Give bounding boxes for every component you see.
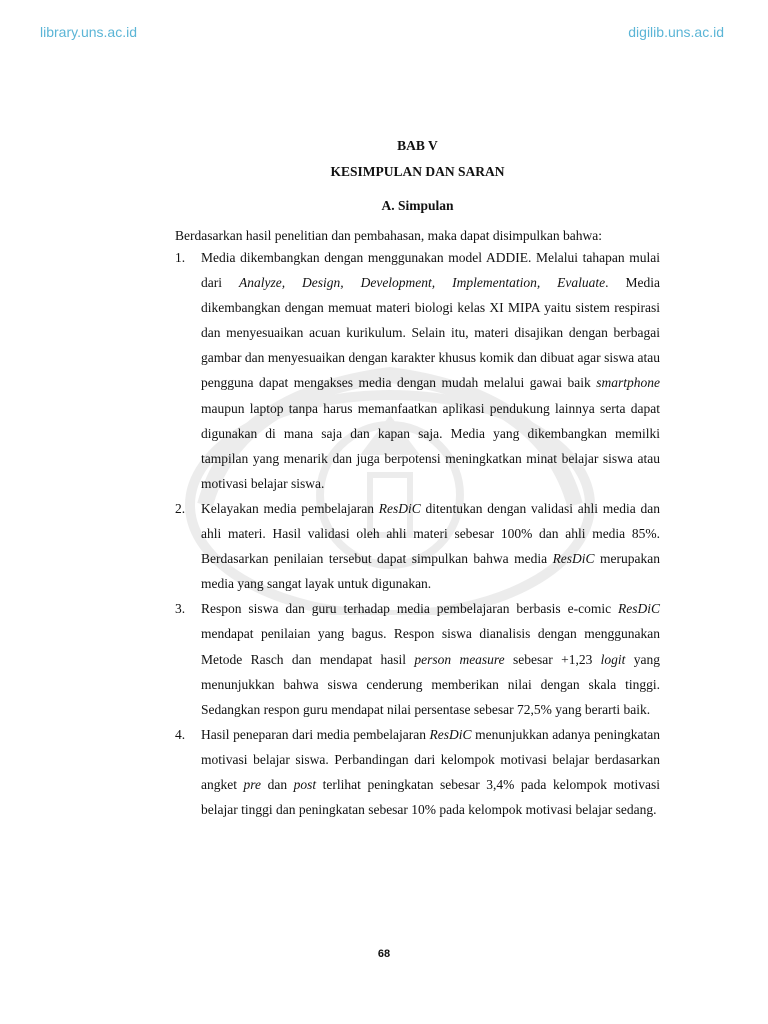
list-item xyxy=(175,596,660,721)
page-number: 68 xyxy=(377,948,391,960)
item-text: Media dikembangkan dengan menggunakan model ADDIE. Melalui tahapan mulai dari xyxy=(201,250,660,291)
chapter-number: BAB V xyxy=(397,138,438,153)
chapter-title: KESIMPULAN DAN SARAN xyxy=(330,164,505,179)
item-italic: ResDiC xyxy=(552,551,595,567)
item-italic: post xyxy=(293,776,317,792)
item-text: ditentukan dengan validasi ahli media dan ahli materi. Hasil validasi oleh ahli materi sebesar 100% dan ahli media 85%. Berdasarkan penilaian tersebut dapat simpulkan bahwa media xyxy=(201,500,660,567)
item-text: Respon siswa dan guru terhadap media pembelajaran berbasis e-comic xyxy=(201,601,618,617)
item-text: . Media dikembangkan dengan memuat materi biologi kelas XI MIPA yaitu sistem respirasi dan menyesuaikan acuan kurikulum. Selain itu, materi disajikan dengan berbagai gambar dan menyesuaikan dengan karakter khusus komik dan dibuat agar siswa atau pengguna dapat mengakses media dengan mudah melalui gawai baik xyxy=(201,275,660,391)
item-text: terlihat peningkatan sebesar 3,4% pada kelompok motivasi belajar tinggi dan peningkatan sebesar 10% pada kelompok motivasi belajar sedang. xyxy=(201,776,660,818)
item-italic: person measure xyxy=(414,651,505,667)
list-number: 3. xyxy=(175,601,186,617)
list-number: 2. xyxy=(175,500,186,516)
item-text: Hasil peneparan dari media pembelajaran xyxy=(201,726,430,742)
item-italic: ResDiC xyxy=(429,726,472,742)
section-heading: A. Simpulan xyxy=(381,198,454,213)
item-italic: pre xyxy=(243,776,262,792)
item-italic: ResDiC xyxy=(378,500,421,516)
intro-paragraph: Berdasarkan hasil penelitian dan pembahasan, maka dapat disimpulkan bahwa: xyxy=(175,228,602,243)
item-italic: Analyze, Design, Development, Implementation, Evaluate xyxy=(238,275,606,291)
list-item xyxy=(175,496,660,596)
conclusion-list xyxy=(175,245,660,822)
item-text: Kelayakan media pembelajaran xyxy=(201,500,379,516)
item-text: dan xyxy=(261,776,294,792)
list-number: 4. xyxy=(175,726,186,742)
item-text: maupun laptop tanpa harus memanfaatkan aplikasi pendukung lainnya serta dapat digunakan di mana saja dan kapan saja. Media yang dikembangkan memilki tampilan yang menarik dan juga berpotensi meningkatkan minat belajar siswa atau motivasi belajar siswa. xyxy=(201,400,660,491)
digilib-link[interactable]: digilib.uns.ac.id xyxy=(628,24,724,40)
item-italic: logit xyxy=(600,651,626,667)
item-text: merupakan media yang sangat layak untuk digunakan. xyxy=(201,551,660,592)
item-text: yang menunjukkan bahwa siswa cenderung memberikan nilai dengan skala tinggi. Sedangkan respon guru mendapat nilai persentase sebesar 72,5% yang berarti baik. xyxy=(201,651,660,717)
item-italic: smartphone xyxy=(596,375,660,391)
list-number: 1. xyxy=(175,250,186,265)
item-text: sebesar +1,23 xyxy=(504,651,601,667)
item-text: mendapat penilaian yang bagus. Respon siswa dianalisis dengan menggunakan Metode Rasch dan mendapat hasil xyxy=(201,626,660,667)
item-italic: ResDiC xyxy=(618,601,660,617)
list-item xyxy=(175,245,660,496)
list-item xyxy=(175,722,660,822)
item-text: menunjukkan adanya peningkatan motivasi belajar siswa. Perbandingan dari kelompok motivasi belajar berdasarkan angket xyxy=(201,726,660,792)
library-link[interactable]: library.uns.ac.id xyxy=(40,24,138,40)
